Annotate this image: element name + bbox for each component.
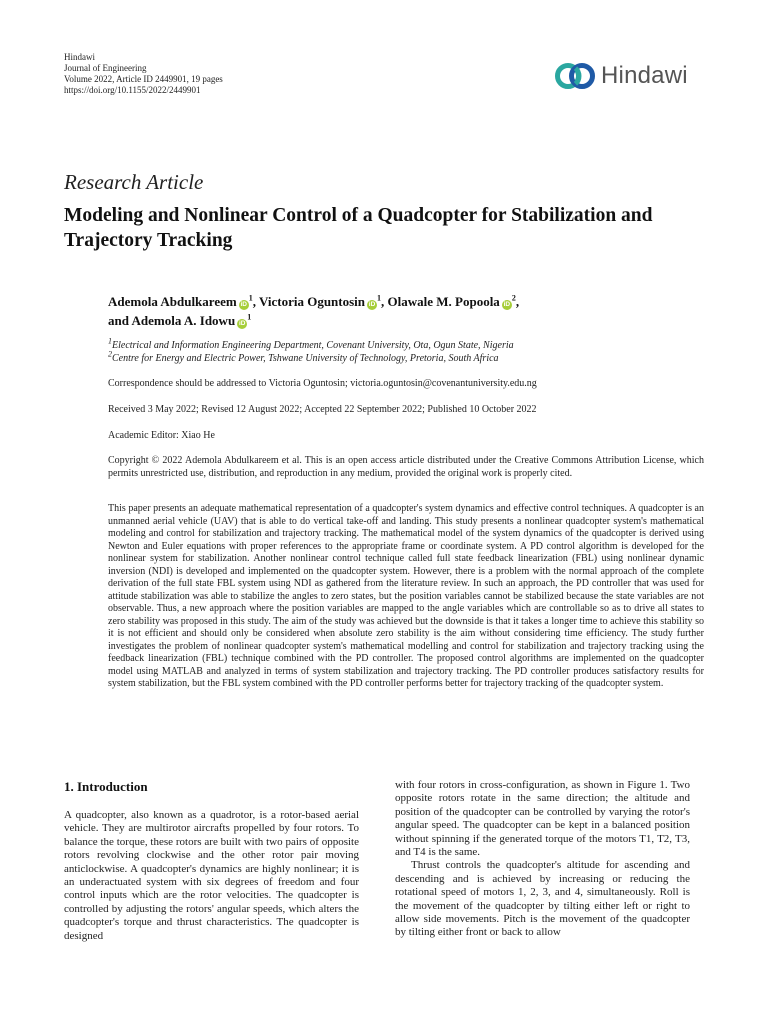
article-type: Research Article xyxy=(64,170,204,194)
affiliation-marker: 1 xyxy=(377,293,382,303)
author-name: Ademola A. Idowu xyxy=(131,313,236,328)
author-separator: , xyxy=(252,294,256,309)
author-4[interactable] xyxy=(108,313,251,328)
affiliation-text: Electrical and Information Engineering Department, Covenant University, Ota, Ogun State, Nigeria xyxy=(112,340,514,351)
affiliation-number: 2 xyxy=(108,349,112,359)
affiliation-2 xyxy=(108,349,704,366)
orcid-icon[interactable]: iD xyxy=(503,301,511,308)
author-name: Olawale M. Popoola xyxy=(387,294,500,309)
hindawi-logo-icon xyxy=(555,60,595,92)
affiliation-marker: 2 xyxy=(511,293,516,303)
intro-paragraph-1: A quadcopter, also known as a quadrotor, is a rotor-based aerial vehicle. They are multirotor aircrafts propelled by four rotors. To balance the torque, these rotors are built with two pairs of opposite rotors revolving clockwise and the other rotor pair moving anticlockwise. A quadcopter's dynamics are highly nonlinear; it is an underactuated system with six degrees of freedom and four control inputs which are the rotor velocities. The quadcopter is controlled by adjusting the rotors' angular speeds, which alters the quadcopter's torque and thrust characteristics. The quadcopter is designed xyxy=(64,809,359,942)
right-column xyxy=(395,779,690,940)
author-name: Ademola Abdulkareem xyxy=(108,294,237,309)
author-separator: , xyxy=(515,294,520,309)
affiliation-number: 1 xyxy=(108,336,112,346)
section-heading: 1. Introduction xyxy=(64,779,148,794)
author-3[interactable] xyxy=(388,294,520,309)
copyright-notice: Copyright © 2022 Ademola Abdulkareem et al. This is an open access article distributed under the Creative Commons Attribution License, which permits unrestricted use, distribution, and reproduction in any medium, provided the original work is properly cited. xyxy=(108,455,704,479)
intro-paragraph-1-continued: with four rotors in cross-configuration, as shown in Figure 1. Two opposite rotors rotate in the same direction; the altitude and position of the quadcopter can be controlled by varying the rotor's angular speed. The quadcopter can be kept in a balanced position without spinning if the generated torque of the motors T1, T2, T3, and T4 is the same. xyxy=(395,779,690,859)
publisher-name: Hindawi xyxy=(64,52,95,62)
orcid-icon[interactable]: iD xyxy=(240,301,247,308)
abstract: This paper presents an adequate mathematical representation of a quadcopter's system dynamics and effective control techniques. A quadcopter is an unmanned aerial vehicle (UAV) that is able to do vertical take-off and landing. This study presents a nonlinear quadcopter system's mathematical modeling and control for stabilization and trajectory tracking. The mathematical model of the system dynamics of the quadcopter is derived using Newton and Euler equations with proper references to the appropriate frame or coordinate system. A PD control algorithm is developed for the nonlinear system for stabilization. Another nonlinear control technique called full state feedback linearization (FBL) using nonlinear dynamic inversion (NDI) is developed and implemented on the quadcopter system. However, there is a problem with the normal approach of the complete derivation of the full state FBL system using NDI as gathered from the literature review. In such an approach, the PD controller that was used for attitude stabilization was able to stabilize the angles to zero states, but the position variables cannot be stabilized because the state variables are not observable. Thus, a new approach where the position variables are mapped to the angle variables which are controllable so as to drive all states to zero stability was proposed in this study. The aim of the study was achieved but the downside is that it takes a longer time to achieve this stability so it is not efficient and should only be considered when absolute zero stability is the aim without considering time efficiency. The study further investigates the problem of nonlinear quadcopter system's mathematical modelling and control for stabilization and trajectory tracking using the feedback linearization (FBL) technique combined with the PD controller. The proposed control algorithms are implemented on the quadcopter model using MATLAB and analyzed in terms of system stabilization and trajectory tracking. The PD controller produces satisfactory results for system stabilization, but the FBL system combined with the PD controller performs better for trajectory tracking of the quadcopter system. xyxy=(108,503,704,689)
academic-editor: Academic Editor: Xiao He xyxy=(108,430,215,441)
author-separator: , xyxy=(381,294,385,309)
intro-paragraph-2: Thrust controls the quadcopter's altitude for ascending and descending and is achieved by increasing or reducing the rotational speed of motors 1, 2, 3, and 4, simultaneously. Roll is the movement of the quadcopter by tilting either left or right to allow side movements. Pitch is the movement of the quadcopter by tilting either front or back to allow xyxy=(395,859,690,939)
doi-link[interactable]: https://doi.org/10.1155/2022/2449901 xyxy=(64,85,201,95)
author-list xyxy=(108,292,668,330)
journal-name: Journal of Engineering xyxy=(64,63,147,73)
affiliation-marker: 1 xyxy=(248,293,253,303)
affiliation-text: Centre for Energy and Electric Power, Tshwane University of Technology, Pretoria, South Africa xyxy=(112,352,499,364)
author-name: Victoria Oguntosin xyxy=(258,294,366,309)
orcid-icon[interactable]: iD xyxy=(238,320,246,327)
author-prefix: and xyxy=(108,313,129,328)
orcid-icon[interactable]: iD xyxy=(368,301,376,308)
publication-dates: Received 3 May 2022; Revised 12 August 2022; Accepted 22 September 2022; Published 10 October 2022 xyxy=(108,404,537,415)
left-column xyxy=(64,779,359,943)
logo-wordmark: Hindawi xyxy=(601,62,688,89)
hindawi-logo[interactable] xyxy=(555,60,688,92)
article-meta xyxy=(64,52,223,96)
author-1[interactable] xyxy=(108,294,256,309)
correspondence: Correspondence should be addressed to Victoria Oguntosin; victoria.oguntosin@covenantuniversity.edu.ng xyxy=(108,378,537,389)
affiliation-1 xyxy=(108,336,704,353)
paper-title: Modeling and Nonlinear Control of a Quadcopter for Stabilization and Trajectory Tracking xyxy=(64,205,653,251)
author-2[interactable] xyxy=(259,294,384,309)
volume-info: Volume 2022, Article ID 2449901, 19 pages xyxy=(64,74,223,84)
affiliations xyxy=(108,336,704,365)
affiliation-marker: 1 xyxy=(247,312,252,322)
